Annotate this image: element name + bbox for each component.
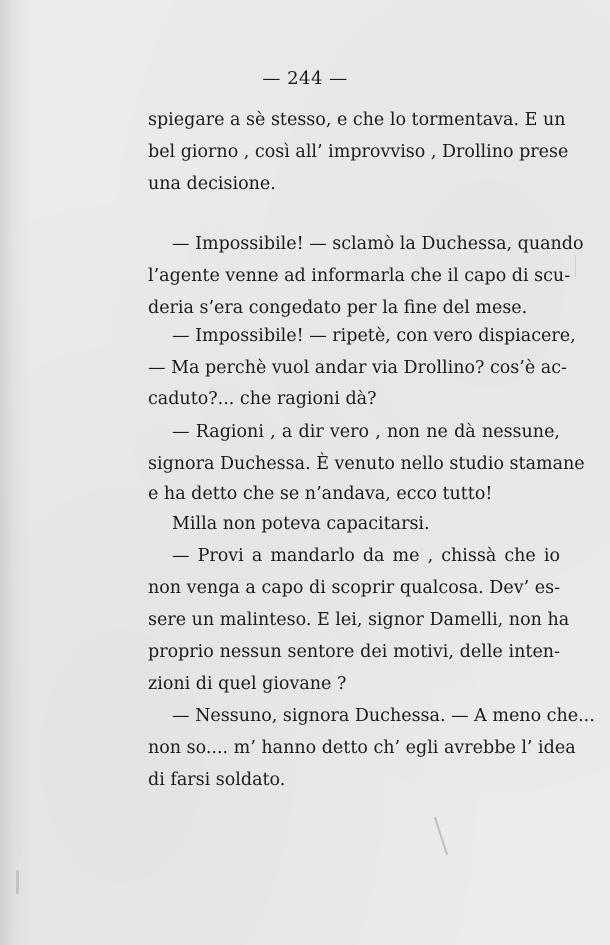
text-line: di farsi soldato. xyxy=(148,770,286,790)
text-line: spiegare a sè stesso, e che lo tormentava. E un xyxy=(148,110,566,130)
text-line: caduto?... che ragioni dà? xyxy=(148,389,377,409)
text-line: — Impossibile! — sclamò la Duchessa, quando xyxy=(172,234,584,254)
text-line: Milla non poteva capacitarsi. xyxy=(172,514,430,534)
text-line: — Provi a mandarlo da me , chissà che io xyxy=(172,546,560,566)
text-line: signora Duchessa. È venuto nello studio stamane xyxy=(148,454,585,474)
text-line: zioni di quel giovane ? xyxy=(148,674,347,694)
text-line: non so.... m’ hanno detto ch’ egli avrebbe l’ idea xyxy=(148,738,576,758)
text-line: — Nessuno, signora Duchessa. — A meno che... xyxy=(172,706,595,726)
text-line: — Impossibile! — ripetè, con vero dispiacere, xyxy=(172,326,576,346)
text-line: deria s’era congedato per la fine del mese. xyxy=(148,298,528,318)
text-line: l’agente venne ad informarla che il capo di scu- xyxy=(148,266,571,286)
text-line: — Ma perchè vuol andar via Drollino? cos’è ac- xyxy=(148,358,567,378)
text-line: una decisione. xyxy=(148,174,276,194)
text-line: bel giorno , così all’ improvviso , Drollino prese xyxy=(148,142,569,162)
text-line: sere un malinteso. E lei, signor Damelli, non ha xyxy=(148,610,570,630)
text-line: — Ragioni , a dir vero , non ne dà nessune, xyxy=(172,422,560,442)
scan-speck xyxy=(16,870,19,894)
text-line: non venga a capo di scoprir qualcosa. Dev’ es- xyxy=(148,578,560,598)
page-number: — 244 — xyxy=(262,68,348,89)
text-line: e ha detto che se n’andava, ecco tutto! xyxy=(148,484,493,504)
text-line: proprio nessun sentore dei motivi, delle inten- xyxy=(148,642,560,662)
scan-speck xyxy=(434,817,448,856)
scan-speck xyxy=(575,255,576,277)
